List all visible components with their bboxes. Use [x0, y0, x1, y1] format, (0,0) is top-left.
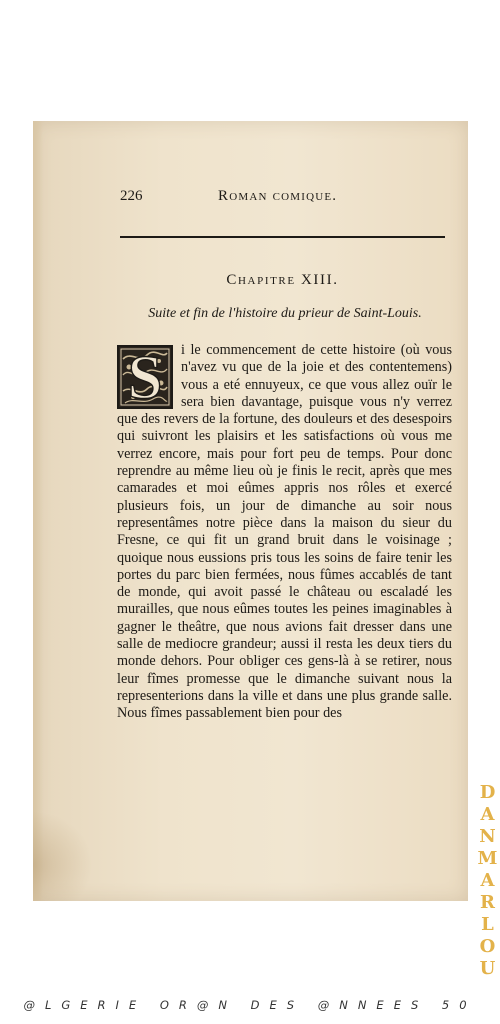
chapter-subtitle: Suite et fin de l'histoire du prieur de Saint-Louis.: [148, 306, 422, 321]
scanned-book-page: [33, 121, 468, 901]
page-number: 226: [120, 188, 143, 204]
ornamental-dropcap: [117, 344, 173, 412]
body-text: [117, 342, 452, 723]
header-rule: [120, 236, 445, 238]
page-gutter-shadow: [33, 121, 43, 901]
dropcap-letter: S: [127, 344, 163, 412]
page-stain: [33, 811, 93, 901]
footer-caption: @LGERIE OR@N DES @NNEES 50: [23, 998, 477, 1012]
watermark-text: DANMARLOU: [477, 782, 498, 980]
page-header: [120, 188, 438, 208]
chapter-title: Chapitre XIII.: [226, 272, 339, 288]
running-title: Roman comique.: [218, 188, 338, 204]
body-paragraph: i le commencement de cette histoire (où vous n'avez vu que de la joie et des contentemens) vous a eté ennuyeux, ce que vous allez ouïr le sera bien davantage, puisque vous n'y verrez que des revers de la fortune, des douleurs et des desespoirs qui suivront les plaisirs et les satisfactions où vous me verrez encore, mais pour fort peu de temps. Pour donc reprendre au même lieu où je finis le recit, après que mes camarades et moi eûmes appris nos rôles et exercé plusieurs fois, un jour de dimanche au soir nous representâmes notre pièce dans la maison du sieur du Fresne, ce qui fit un grand bruit dans le voisinage ; quoique nous eussions pris tous les soins de faire tenir les portes du parc bien fermées, nous fûmes accablés de tant de monde, qui avoit passé le château ou escaladé les murailles, que nous eûmes toutes les peines imaginables à gagner le theâtre, que nous avions fait dresser dans une salle de mediocre grandeur; aussi il resta les deux tiers du monde dehors. Pour obliger ces gens-là à se retirer, nous leur fîmes promesse que le dimanche suivant nous la representerions dans la ville et dans une plus grande salle. Nous fîmes passablement bien pour des: [117, 342, 452, 722]
